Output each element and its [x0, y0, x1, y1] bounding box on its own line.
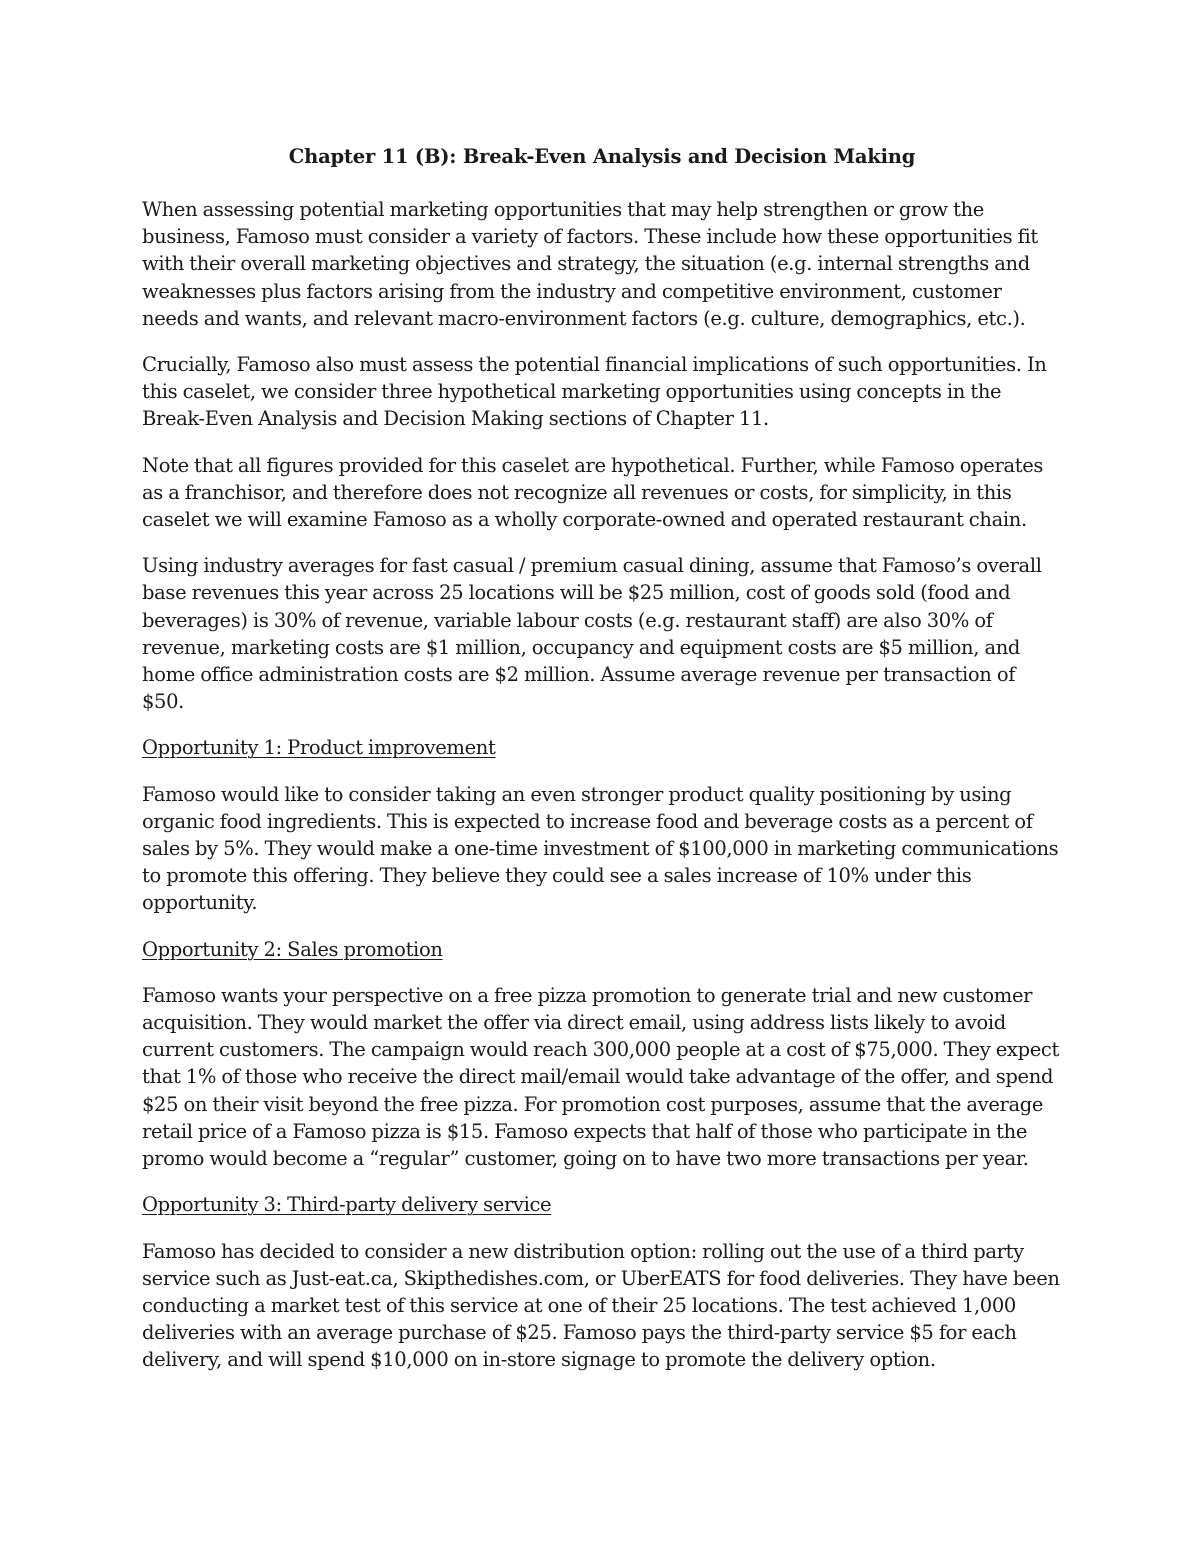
opportunity-1-heading: Opportunity 1: Product improvement [142, 736, 496, 760]
document-title: Chapter 11 (B): Break-Even Analysis and Decision Making [288, 145, 916, 168]
opportunity-2-body: Famoso wants your perspective on a free pizza promotion to generate trial and new customer acquisition. They would market the offer via direct email, using address lists likely to avoid current customers. The campaign would reach 300,000 people at a cost of $75,000. They expect that 1% of those who receive the direct mail/email would take advantage of the offer, and spend $25 on their visit beyond the free pizza. For promotion cost purposes, assume that the average retail price of a Famoso pizza is $15. Famoso expects that half of those who participate in the promo would become a “regular” customer, going on to have two more transactions per year. [142, 983, 1059, 1171]
opportunity-1-body: Famoso would like to consider taking an even stronger product quality positioning by using organic food ingredients. This is expected to increase food and beverage costs as a percent of sales by 5%. They would make a one-time investment of $100,000 in marketing communications to promote this offering. They believe they could see a sales increase of 10% under this opportunity. [142, 782, 1059, 915]
intro-paragraph-3: Note that all figures provided for this caselet are hypothetical. Further, while Famoso operates as a franchisor, and therefore does not recognize all revenues or costs, for simplicity, in this caselet we will examine Famoso as a wholly corporate-owned and operated restaurant chain. [142, 453, 1044, 532]
intro-paragraph-2: Crucially, Famoso also must assess the potential financial implications of such opportunities. In this caselet, we consider three hypothetical marketing opportunities using concepts in the Break-Even Analysis and Decision Making sections of Chapter 11. [142, 353, 1047, 431]
opportunity-2-heading: Opportunity 2: Sales promotion [142, 937, 443, 961]
opportunity-3-heading: Opportunity 3: Third-party delivery service [142, 1193, 552, 1217]
document-page [142, 143, 1062, 1393]
intro-paragraph-4: Using industry averages for fast casual / premium casual dining, assume that Famoso’s overall base revenues this year across 25 locations will be $25 million, cost of goods sold (food and beverages) is 30% of revenue, variable labour costs (e.g. restaurant staff) are also 30% of revenue, marketing costs are $1 million, occupancy and equipment costs are $5 million, and home office administration costs are $2 million. Assume average revenue per transaction of $50. [142, 554, 1042, 714]
intro-paragraph-1: When assessing potential marketing opportunities that may help strengthen or grow the business, Famoso must consider a variety of factors. These include how these opportunities fit with their overall marketing objectives and strategy, the situation (e.g. internal strengths and weaknesses plus factors arising from the industry and competitive environment, customer needs and wants, and relevant macro-environment factors (e.g. culture, demographics, etc.). [142, 198, 1038, 330]
opportunity-3-body: Famoso has decided to consider a new distribution option: rolling out the use of a third party service such as Just-eat.ca, Skipthedishes.com, or UberEATS for food deliveries. They have been conducting a market test of this service at one of their 25 locations. The test achieved 1,000 deliveries with an average purchase of $25. Famoso pays the third-party service $5 for each delivery, and will spend $10,000 on in-store signage to promote the delivery option. [142, 1239, 1060, 1372]
